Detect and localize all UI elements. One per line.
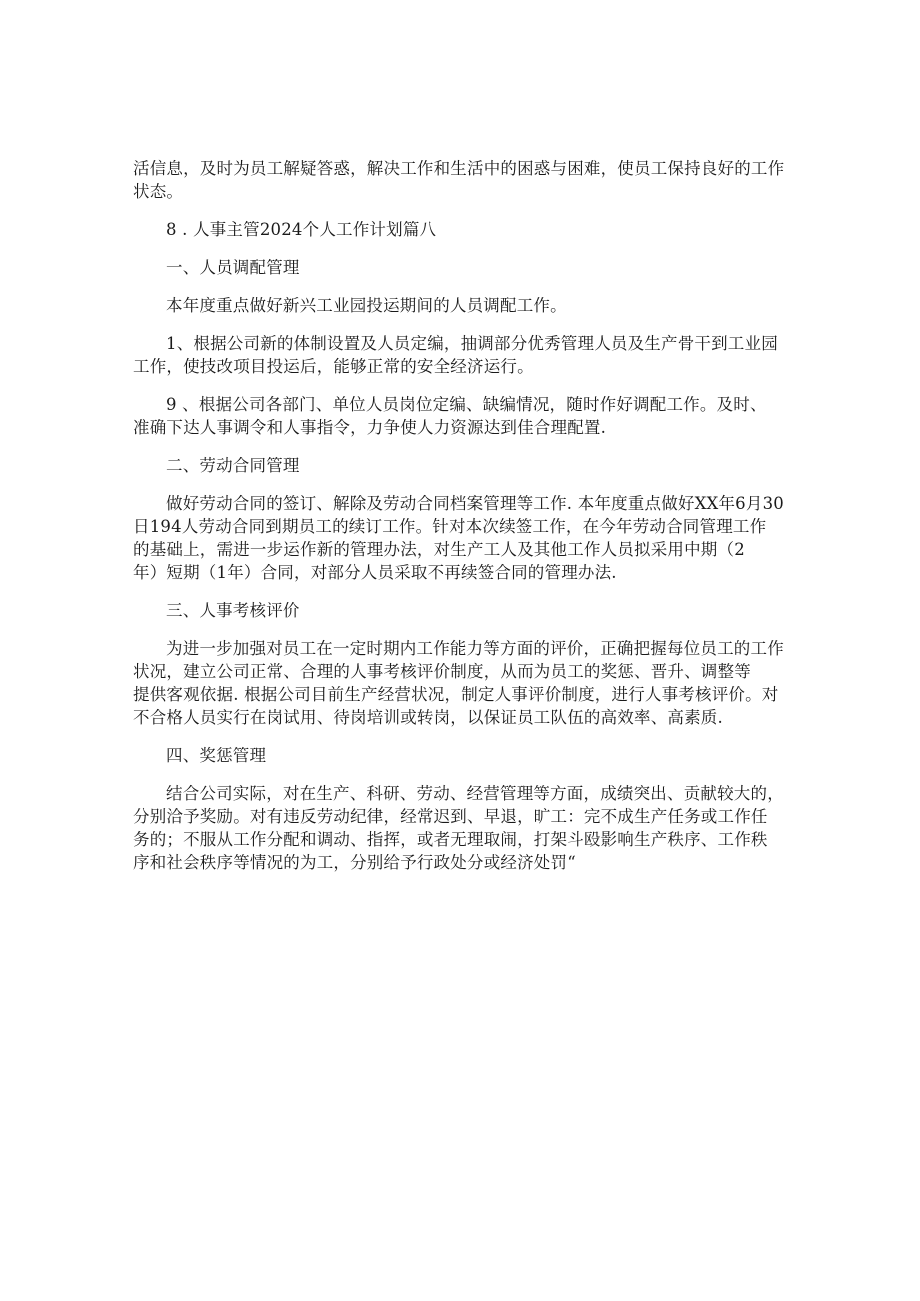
paragraph: 本年度重点做好新兴工业园投运期间的人员调配工作。 (166, 296, 567, 315)
text-line: 准确下达人事调令和人事指令，力争使人力资源达到佳合理配置. (133, 418, 607, 437)
text-line: 结合公司实际，对在生产、科研、劳动、经营管理等方面，成绩突出、贡献较大的， (166, 784, 784, 803)
text-line: 的基础上，需进一步运作新的管理办法，对生产工人及其他工作人员拟采用中期（2 (133, 540, 745, 559)
text-line: 务的；不服从工作分配和调动、指挥，或者无理取闹，打架斗殴影响生产秩序、工作秩 (133, 830, 768, 849)
text-line: 1、根据公司新的体制设置及人员定编，抽调部分优秀管理人员及生产骨干到工业园 (166, 334, 778, 353)
article-title: 8 . 人事主管2024个人工作计划篇八 (166, 220, 437, 239)
text-line: 序和社会秩序等情况的为工，分别给予行政处分或经济处罚“ (133, 853, 576, 872)
paragraph (133, 782, 785, 874)
paragraph (133, 492, 785, 584)
section-heading-labor-contract: 二、劳动合同管理 (166, 456, 300, 475)
text-line: 9 、根据公司各部门、单位人员岗位定编、缺编情况，随时作好调配工作。及时、 (166, 395, 767, 414)
section-heading-personnel-allocation: 一、人员调配管理 (166, 258, 300, 277)
paragraph (133, 332, 785, 378)
text-line: 做好劳动合同的签订、解除及劳动合同档案管理等工作. 本年度重点做好XX年6月30 (166, 494, 784, 513)
intro-continuation-paragraph (133, 157, 785, 203)
text-line: 为进一步加强对员工在一定时期内工作能力等方面的评价，正确把握每位员工的工作 (166, 639, 784, 658)
text-line: 活信息，及时为员工解疑答惑，解决工作和生活中的困惑与困难，使员工保持良好的工作 (133, 159, 785, 178)
text-line: 状态。 (133, 182, 184, 201)
text-line: 不合格人员实行在岗试用、待岗培训或转岗，以保证员工队伍的高效率、高素质. (133, 708, 723, 727)
document-page (133, 157, 785, 874)
text-line: 工作，使技改项目投运后，能够正常的安全经济运行。 (133, 357, 534, 376)
text-line: 年）短期（1年）合同，对部分人员采取不再续签合同的管理办法. (133, 563, 617, 582)
text-line: 分别洽予奖励。对有违反劳动纪律，经常迟到、早退，旷工：完不成生产任务或工作任 (133, 807, 768, 826)
text-line: 状况，建立公司正常、合理的人事考核评价制度，从而为员工的奖惩、晋升、调整等 (133, 662, 751, 681)
text-line: 提供客观依据. 根据公司目前生产经营状况，制定人事评价制度，进行人事考核评价。对 (133, 685, 779, 704)
section-heading-rewards-penalties: 四、奖惩管理 (166, 746, 267, 765)
text-line: 日194人劳动合同到期员工的续订工作。针对本次续签工作，在今年劳动合同管理工作 (133, 517, 767, 536)
paragraph (133, 637, 785, 729)
paragraph (133, 393, 785, 439)
section-heading-personnel-evaluation: 三、人事考核评价 (166, 601, 300, 620)
